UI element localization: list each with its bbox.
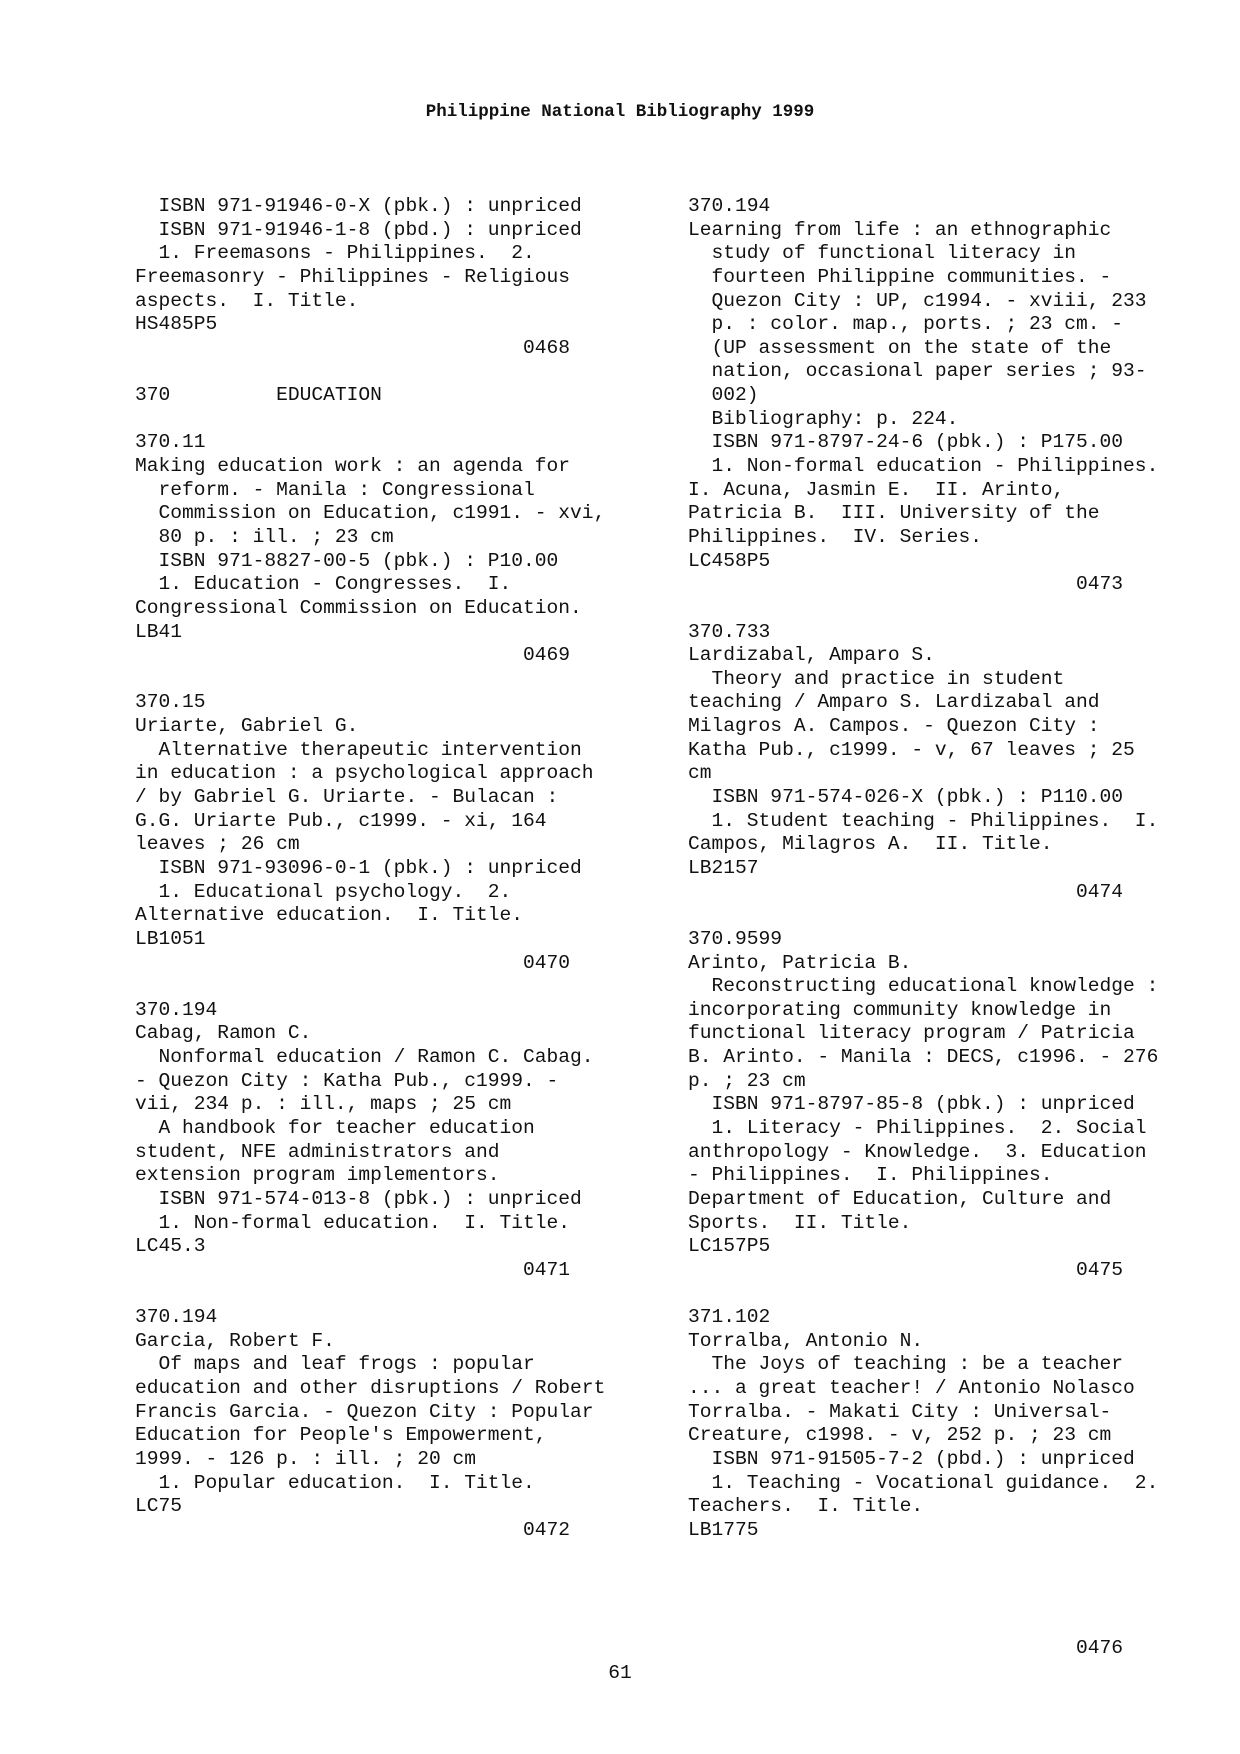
left-column-line: Alternative therapeutic intervention <box>135 738 582 761</box>
left-column-line: 1. Education - Congresses. I. <box>135 573 512 596</box>
left-column-line: - Quezon City : Katha Pub., c1999. - <box>135 1069 559 1092</box>
right-column-line <box>688 1590 1198 1614</box>
right-column-line: Creature, c1998. - v, 252 p. ; 23 cm <box>688 1424 1112 1447</box>
right-column-line: incorporating community knowledge in <box>688 998 1112 1021</box>
right-column-line: Torralba, Antonio N. <box>688 1329 924 1352</box>
right-column-line: LB2157 <box>688 856 759 879</box>
right-column <box>688 195 1198 1661</box>
right-column-line: Lardizabal, Amparo S. <box>688 644 935 667</box>
right-column-line: Campos, Milagros A. II. Title. <box>688 833 1053 856</box>
right-column-line: LC458P5 <box>688 549 771 572</box>
left-column-line: LC45.3 <box>135 1235 206 1258</box>
left-column-line: G.G. Uriarte Pub., c1999. - xi, 164 <box>135 809 547 832</box>
left-column-line <box>135 1282 645 1306</box>
left-column-line: ISBN 971-93096-0-1 (pbk.) : unpriced <box>135 856 582 879</box>
left-column-line: Uriarte, Gabriel G. <box>135 715 359 738</box>
right-column-line: 002) <box>688 384 759 407</box>
left-column-line: ISBN 971-91946-1-8 (pbd.) : unpriced <box>135 218 582 241</box>
right-column-line: 1. Non-formal education - Philippines. <box>688 455 1159 478</box>
right-column-line: LC157P5 <box>688 1235 771 1258</box>
left-column-line: 1. Non-formal education. I. Title. <box>135 1211 571 1234</box>
left-column-line: Congressional Commission on Education. <box>135 596 582 619</box>
left-column-line: education and other disruptions / Robert <box>135 1377 606 1400</box>
left-column-line: 1. Educational psychology. 2. <box>135 880 512 903</box>
right-column-line: Quezon City : UP, c1994. - xviii, 233 <box>688 289 1147 312</box>
left-column-line: 370.194 <box>135 998 218 1021</box>
right-column-line: Arinto, Patricia B. <box>688 951 912 974</box>
right-column-line: (UP assessment on the state of the <box>688 336 1112 359</box>
right-column-line: 0475 <box>688 1258 1124 1281</box>
left-column <box>135 195 645 1543</box>
left-column-line: ISBN 971-574-013-8 (pbk.) : unpriced <box>135 1187 582 1210</box>
left-column-line: LC75 <box>135 1495 183 1518</box>
right-column-line: Teachers. I. Title. <box>688 1495 924 1518</box>
left-column-line: LB1051 <box>135 927 206 950</box>
right-column-line: p. ; 23 cm <box>688 1069 806 1092</box>
left-column-line: 0472 <box>135 1518 571 1541</box>
left-column-line: reform. - Manila : Congressional <box>135 478 535 501</box>
right-column-line: The Joys of teaching : be a teacher <box>688 1353 1124 1376</box>
left-column-line: aspects. I. Title. <box>135 289 359 312</box>
right-column-line: Milagros A. Campos. - Quezon City : <box>688 715 1100 738</box>
left-column-line <box>135 360 645 384</box>
left-column-line: Nonformal education / Ramon C. Cabag. <box>135 1046 594 1069</box>
left-column-line: Alternative education. I. Title. <box>135 904 524 927</box>
right-column-line: teaching / Amparo S. Lardizabal and <box>688 691 1100 714</box>
left-column-line: student, NFE administrators and <box>135 1140 500 1163</box>
right-column-line: - Philippines. I. Philippines. <box>688 1164 1053 1187</box>
left-column-line: / by Gabriel G. Uriarte. - Bulacan : <box>135 786 559 809</box>
page-title: Philippine National Bibliography 1999 <box>425 102 815 122</box>
right-column-line: fourteen Philippine communities. - <box>688 265 1112 288</box>
right-column-line: 1. Literacy - Philippines. 2. Social <box>688 1116 1147 1139</box>
right-column-line <box>688 1543 1198 1567</box>
left-column-line: Francis Garcia. - Quezon City : Popular <box>135 1400 594 1423</box>
left-column-line <box>135 975 645 999</box>
right-column-line: Theory and practice in student <box>688 667 1065 690</box>
left-column-line: 370 EDUCATION <box>135 384 382 407</box>
right-column-line: 1. Teaching - Vocational guidance. 2. <box>688 1471 1159 1494</box>
right-column-line <box>688 904 1198 928</box>
left-column-line: Of maps and leaf frogs : popular <box>135 1353 535 1376</box>
right-column-line: p. : color. map., ports. ; 23 cm. - <box>688 313 1124 336</box>
right-column-line: 0476 <box>688 1637 1124 1660</box>
right-column-line: 1. Student teaching - Philippines. I. <box>688 809 1159 832</box>
left-column-line: A handbook for teacher education <box>135 1116 535 1139</box>
left-column-line: leaves ; 26 cm <box>135 833 300 856</box>
left-column-line: 80 p. : ill. ; 23 cm <box>135 525 394 548</box>
right-column-line: cm <box>688 762 712 785</box>
page-number: 61 <box>608 1662 632 1684</box>
left-column-line: extension program implementors. <box>135 1164 500 1187</box>
left-column-line: in education : a psychological approach <box>135 762 594 785</box>
right-column-line <box>688 1613 1198 1637</box>
left-column-line: 370.11 <box>135 431 206 454</box>
left-column-line: Garcia, Robert F. <box>135 1329 335 1352</box>
right-column-line: Torralba. - Makati City : Universal- <box>688 1400 1112 1423</box>
left-column-line: Education for People's Empowerment, <box>135 1424 547 1447</box>
right-column-line <box>688 1566 1198 1590</box>
left-column-line: 370.194 <box>135 1306 218 1329</box>
left-column-line: vii, 234 p. : ill., maps ; 25 cm <box>135 1093 512 1116</box>
left-column-line: LB41 <box>135 620 183 643</box>
right-column-line: 370.9599 <box>688 927 783 950</box>
right-column-line: Katha Pub., c1999. - v, 67 leaves ; 25 <box>688 738 1135 761</box>
right-column-line: functional literacy program / Patricia <box>688 1022 1135 1045</box>
left-column-line: ISBN 971-8827-00-5 (pbk.) : P10.00 <box>135 549 559 572</box>
right-column-line: Reconstructing educational knowledge : <box>688 975 1159 998</box>
right-column-line: Bibliography: p. 224. <box>688 407 959 430</box>
left-column-line: 1999. - 126 p. : ill. ; 20 cm <box>135 1447 476 1470</box>
left-column-line: Cabag, Ramon C. <box>135 1022 312 1045</box>
left-column-line: Commission on Education, c1991. - xvi, <box>135 502 606 525</box>
right-column-line: ISBN 971-8797-24-6 (pbk.) : P175.00 <box>688 431 1124 454</box>
left-column-line: Making education work : an agenda for <box>135 455 571 478</box>
right-column-line: 370.733 <box>688 620 771 643</box>
right-column-line: ... a great teacher! / Antonio Nolasco <box>688 1377 1135 1400</box>
left-column-line <box>135 408 645 432</box>
right-column-line: ISBN 971-91505-7-2 (pbd.) : unpriced <box>688 1447 1135 1470</box>
left-column-line: 0469 <box>135 644 571 667</box>
right-column-line: B. Arinto. - Manila : DECS, c1996. - 276 <box>688 1046 1159 1069</box>
right-column-line: study of functional literacy in <box>688 242 1077 265</box>
right-column-line: 370.194 <box>688 195 771 217</box>
right-column-line: Department of Education, Culture and <box>688 1187 1112 1210</box>
left-column-line: 370.15 <box>135 691 206 714</box>
left-column-line: 0470 <box>135 951 571 974</box>
right-column-line: ISBN 971-8797-85-8 (pbk.) : unpriced <box>688 1093 1135 1116</box>
right-column-line: ISBN 971-574-026-X (pbk.) : P110.00 <box>688 786 1124 809</box>
right-column-line: LB1775 <box>688 1518 759 1541</box>
left-column-line: 0468 <box>135 336 571 359</box>
right-column-line <box>688 1282 1198 1306</box>
right-column-line: Philippines. IV. Series. <box>688 525 982 548</box>
left-column-line: 1. Freemasons - Philippines. 2. <box>135 242 535 265</box>
right-column-line: 0473 <box>688 573 1124 596</box>
right-column-line: 0474 <box>688 880 1124 903</box>
left-column-line: HS485P5 <box>135 313 218 336</box>
right-column-line: I. Acuna, Jasmin E. II. Arinto, <box>688 478 1065 501</box>
left-column-line: 0471 <box>135 1258 571 1281</box>
right-column-line: Patricia B. III. University of the <box>688 502 1100 525</box>
right-column-line: 371.102 <box>688 1306 771 1329</box>
right-column-line: anthropology - Knowledge. 3. Education <box>688 1140 1147 1163</box>
right-column-line <box>688 597 1198 621</box>
left-column-line <box>135 668 645 692</box>
right-column-line: Sports. II. Title. <box>688 1211 912 1234</box>
left-column-line: 1. Popular education. I. Title. <box>135 1471 535 1494</box>
left-column-line: Freemasonry - Philippines - Religious <box>135 265 571 288</box>
right-column-line: Learning from life : an ethnographic <box>688 218 1112 241</box>
left-column-line: ISBN 971-91946-0-X (pbk.) : unpriced <box>135 195 582 217</box>
right-column-line: nation, occasional paper series ; 93- <box>688 360 1147 383</box>
